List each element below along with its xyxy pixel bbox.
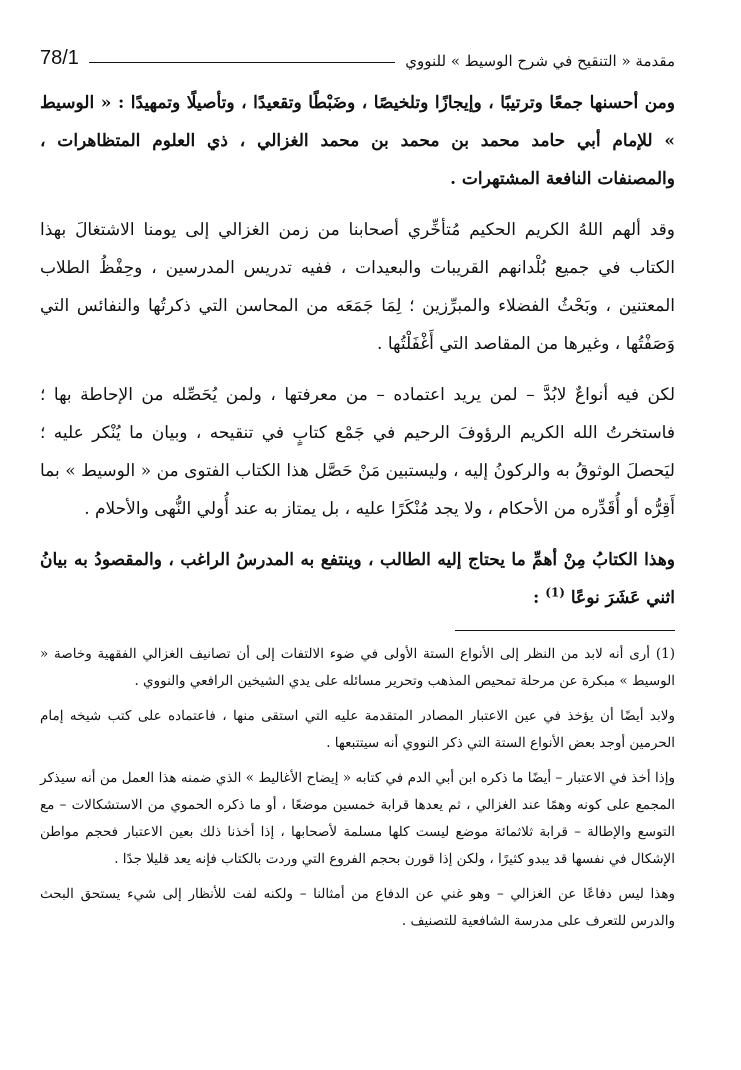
paragraph-1: ومن أحسنها جمعًا وترتيبًا ، وإيجازًا وتلخيصًا ، وضَبْطًا وتقعيدًا ، وتأصيلًا وتمهيدًا : « الوسيط » للإمام أبي حامد محمد بن محمد بن محمد الغزالي ، ذي العلوم المتظاهرات ، والمصنفات النافعة المشتهرات . [40, 93, 675, 189]
paragraph-2: وقد ألهم اللهُ الكريم الحكيم مُتأخِّري أصحابنا من زمن الغزالي إلى يومنا الاشتغالَ بهذا الكتاب في جميع بُلْدانهم القريبات والبعيدات ، ففيه تدريس المدرسين ، وحِفْظُ الطلاب المعتنين ، وبَحْثُ الفضلاء والمبرِّزين ؛ لِمَا جَمَعَه من المحاسن التي ذكرتُها والنفائس التي وَصَفْتُها ، وغيرها من المقاصد التي أَغْفَلْتُها . [40, 220, 675, 354]
paragraph-4-end: : [533, 588, 546, 608]
footnotes [40, 641, 675, 935]
running-header [40, 40, 675, 70]
footnote-1-cont-a: ولابد أيضًا أن يؤخذ في عين الاعتبار المصادر المتقدمة عليه التي استقى منها ، فاعتماده على كتب شيخه إمام الحرمين أوجد بعض الأنواع الستة التي ذكر النووي أنه سيتتبعها . [40, 708, 675, 751]
footnote-divider [455, 630, 675, 631]
footnote-1: (1) أرى أنه لابد من النظر إلى الأنواع الستة الأولى في ضوء الالتفات إلى أن تصانيف الغزالي الفقهية وخاصة « الوسيط » مبكرة عن مرحلة تمحيص المذهب وتحرير مسائله على يدي الشيخين الرافعي والنووي . [40, 646, 675, 689]
running-title: مقدمة « التنقيح في شرح الوسيط » للنووي [405, 52, 675, 70]
footnote-1-cont-b: وإذا أخذ في الاعتبار – أيضًا ما ذكره ابن أبي الدم في كتابه « إيضاح الأغاليط » الذي ضمنه هذا العمل من أنه سيذكر المجمع على كونه وهمًا عند الغزالي ، ثم يعدها قرابة خمسين موضعًا ، أو ما ذكره الحموي من الاستشكالات – مع التوسع والإطالة – قرابة ثلاثمائة موضع ليست كلها مسلمة لأصحابها ، إذا أخذنا ذلك بعين الاعتبار فحجم مواطن الإشكال في نفسها قد يبدو كثيرًا ، ولكن إذا قورن بحجم الفروع التي وردت بالكتاب فإنه يعد قليلا جدًا . [40, 770, 675, 867]
footnote-reference[interactable]: (1) [545, 585, 565, 600]
footnote-1-cont-c: وهذا ليس دفاعًا عن الغزالي – وهو غني عن الدفاع من أمثالنا – ولكنه لفت للأنظار إلى شيء يستحق البحث والدرس للتعرف على مدرسة الشافعية للتصنيف . [40, 886, 675, 929]
paragraph-3: لكن فيه أنواعٌ لابُدَّ – لمن يريد اعتماده – من معرفتها ، ولمن يُحَصِّله من الإحاطة بها ؛ فاستخرتُ الله الكريم الرؤوفَ الرحيم في جَمْع كتابٍ في تنقيحه ، وبيان ما يُنْكر عليه ؛ ليَحصلَ الوثوقُ به والركونُ إليه ، وليستبين مَنْ حَصَّل هذا الكتاب الفتوى من « الوسيط » بما أَقِرُّه أو أُقَدِّره من الأحكام ، ولا يجد مُنْكَرًا عليه ، بل يمتاز به عند أُولي النُّهى والأحلام . [40, 385, 675, 519]
header-rule [89, 62, 395, 63]
page-number: 78/1 [40, 47, 79, 69]
paragraph-4 [40, 541, 675, 617]
main-text [40, 84, 675, 617]
paragraph-4-text: وهذا الكتابُ مِنْ أهمِّ ما يحتاج إليه الطالب ، وينتفع به المدرسُ الراغب ، والمقصودُ به بيانُ اثني عَشَرَ نوعًا [40, 550, 675, 608]
